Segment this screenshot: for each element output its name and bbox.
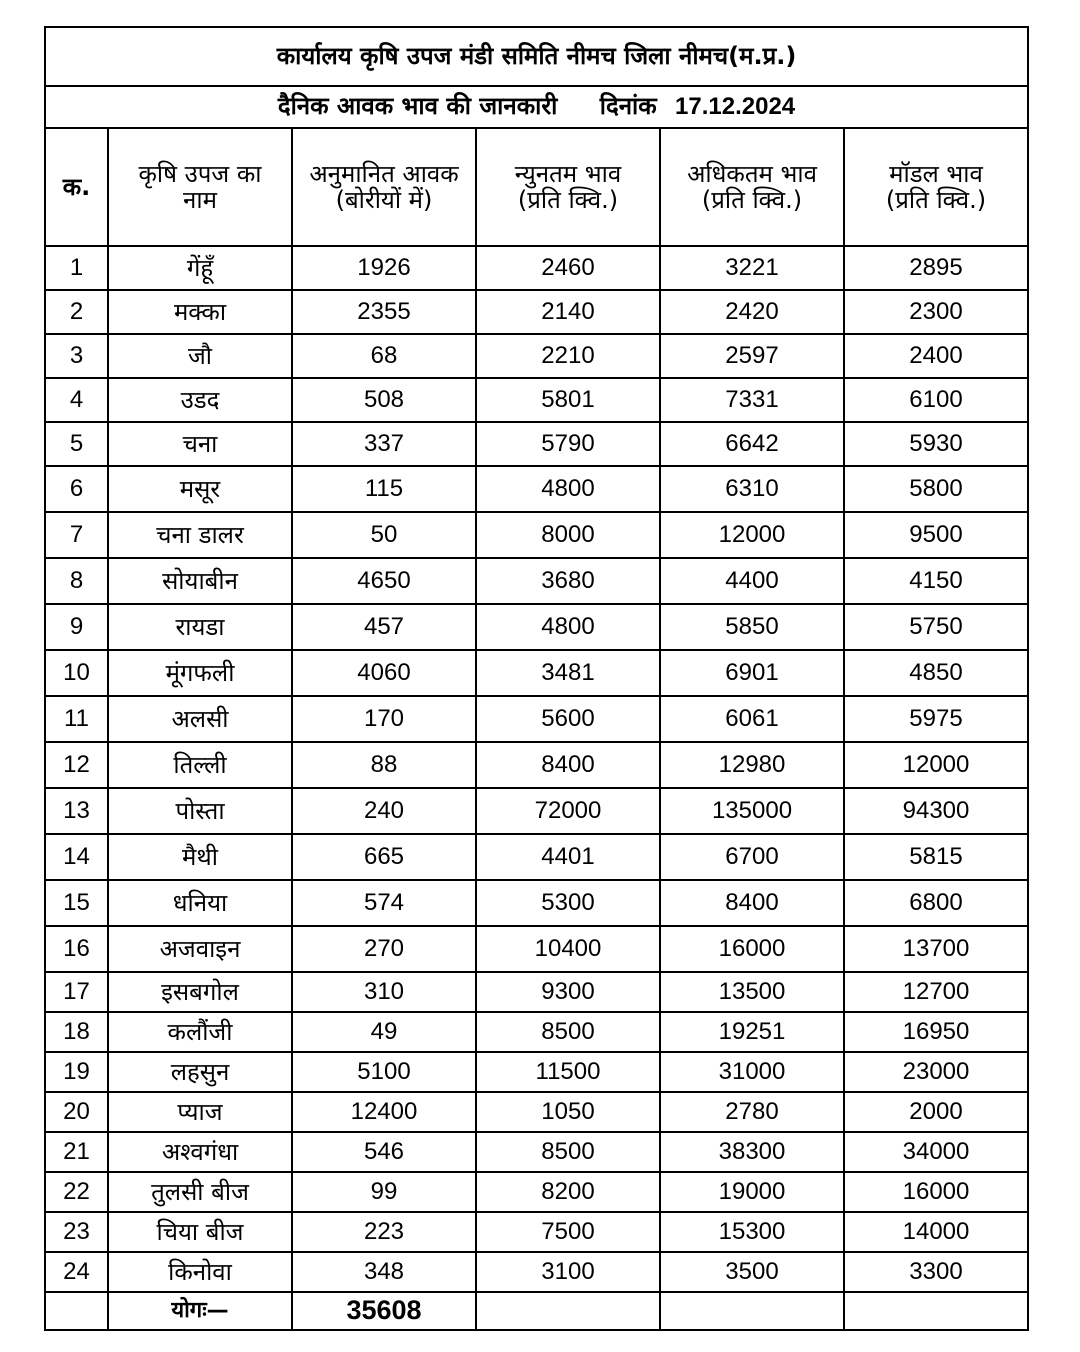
cell-max: 38300 — [660, 1132, 844, 1172]
cell-arrival: 337 — [292, 422, 476, 466]
cell-arrival: 88 — [292, 742, 476, 788]
cell-name: चना डालर — [108, 512, 292, 558]
cell-name: लहसुन — [108, 1052, 292, 1092]
cell-modal: 16000 — [844, 1172, 1028, 1212]
cell-sr: 20 — [45, 1092, 108, 1132]
cell-modal: 4850 — [844, 650, 1028, 696]
table-row — [45, 1092, 1028, 1132]
cell-name: चिया बीज — [108, 1212, 292, 1252]
cell-max: 7331 — [660, 378, 844, 422]
cell-arrival: 5100 — [292, 1052, 476, 1092]
cell-name: तिल्ली — [108, 742, 292, 788]
header-name-line2: नाम — [183, 186, 217, 214]
cell-arrival: 223 — [292, 1212, 476, 1252]
cell-modal: 94300 — [844, 788, 1028, 834]
table-row — [45, 926, 1028, 972]
cell-sr: 7 — [45, 512, 108, 558]
mandi-rates-table — [44, 26, 1029, 1331]
table-row — [45, 334, 1028, 378]
table-row — [45, 788, 1028, 834]
title-row — [45, 27, 1028, 86]
cell-sr: 22 — [45, 1172, 108, 1212]
cell-arrival: 310 — [292, 972, 476, 1012]
cell-arrival: 240 — [292, 788, 476, 834]
cell-name: मैथी — [108, 834, 292, 880]
date-label: दिनांक — [599, 92, 657, 121]
cell-name: मक्का — [108, 290, 292, 334]
cell-min: 8500 — [476, 1012, 660, 1052]
cell-name: प्याज — [108, 1092, 292, 1132]
total-label: योगः— — [108, 1292, 292, 1330]
header-max-line2: (प्रति क्वि.) — [701, 186, 803, 214]
cell-min: 9300 — [476, 972, 660, 1012]
table-row — [45, 880, 1028, 926]
cell-arrival: 4650 — [292, 558, 476, 604]
cell-max: 31000 — [660, 1052, 844, 1092]
table-row — [45, 696, 1028, 742]
cell-name: अलसी — [108, 696, 292, 742]
table-row — [45, 466, 1028, 512]
cell-modal: 3300 — [844, 1252, 1028, 1292]
cell-modal: 5750 — [844, 604, 1028, 650]
cell-min: 3100 — [476, 1252, 660, 1292]
cell-max: 6061 — [660, 696, 844, 742]
cell-modal: 6100 — [844, 378, 1028, 422]
cell-min: 5790 — [476, 422, 660, 466]
table-row — [45, 834, 1028, 880]
cell-max: 13500 — [660, 972, 844, 1012]
cell-arrival: 546 — [292, 1132, 476, 1172]
cell-max: 135000 — [660, 788, 844, 834]
cell-sr: 13 — [45, 788, 108, 834]
cell-arrival: 170 — [292, 696, 476, 742]
cell-arrival: 4060 — [292, 650, 476, 696]
cell-arrival: 2355 — [292, 290, 476, 334]
cell-name: किनोवा — [108, 1252, 292, 1292]
table-row — [45, 378, 1028, 422]
cell-arrival: 270 — [292, 926, 476, 972]
cell-arrival: 99 — [292, 1172, 476, 1212]
cell-modal: 12700 — [844, 972, 1028, 1012]
cell-sr: 10 — [45, 650, 108, 696]
cell-modal: 4150 — [844, 558, 1028, 604]
cell-sr: 14 — [45, 834, 108, 880]
cell-sr: 8 — [45, 558, 108, 604]
cell-arrival: 574 — [292, 880, 476, 926]
cell-sr: 23 — [45, 1212, 108, 1252]
table-row — [45, 604, 1028, 650]
cell-modal: 5930 — [844, 422, 1028, 466]
cell-arrival: 665 — [292, 834, 476, 880]
cell-max: 19000 — [660, 1172, 844, 1212]
cell-arrival: 508 — [292, 378, 476, 422]
cell-arrival: 50 — [292, 512, 476, 558]
cell-min: 1050 — [476, 1092, 660, 1132]
cell-sr: 2 — [45, 290, 108, 334]
cell-modal: 34000 — [844, 1132, 1028, 1172]
table-row — [45, 558, 1028, 604]
cell-name: अजवाइन — [108, 926, 292, 972]
cell-name: धनिया — [108, 880, 292, 926]
cell-modal: 13700 — [844, 926, 1028, 972]
cell-name: सोयाबीन — [108, 558, 292, 604]
cell-min: 8000 — [476, 512, 660, 558]
cell-max: 5850 — [660, 604, 844, 650]
cell-min: 4800 — [476, 466, 660, 512]
cell-sr: 5 — [45, 422, 108, 466]
cell-name: मसूर — [108, 466, 292, 512]
cell-sr: 18 — [45, 1012, 108, 1052]
subtitle-cell — [45, 86, 1028, 128]
cell-sr: 19 — [45, 1052, 108, 1092]
table-row — [45, 290, 1028, 334]
cell-modal: 9500 — [844, 512, 1028, 558]
cell-min: 10400 — [476, 926, 660, 972]
cell-sr: 6 — [45, 466, 108, 512]
cell-min: 5300 — [476, 880, 660, 926]
cell-arrival: 49 — [292, 1012, 476, 1052]
table-row — [45, 422, 1028, 466]
cell-name: रायडा — [108, 604, 292, 650]
cell-name: इसबगोल — [108, 972, 292, 1012]
header-sr: क. — [45, 128, 108, 246]
subtitle-row — [45, 86, 1028, 128]
cell-min: 8500 — [476, 1132, 660, 1172]
table-row — [45, 1052, 1028, 1092]
cell-min: 3481 — [476, 650, 660, 696]
cell-sr: 15 — [45, 880, 108, 926]
cell-arrival: 115 — [292, 466, 476, 512]
cell-name: गेंहूँ — [108, 246, 292, 290]
header-arrival-line2: (बोरीयों में) — [335, 186, 433, 214]
cell-max: 3221 — [660, 246, 844, 290]
cell-sr: 24 — [45, 1252, 108, 1292]
cell-modal: 16950 — [844, 1012, 1028, 1052]
header-arrival — [292, 128, 476, 246]
cell-sr: 4 — [45, 378, 108, 422]
total-empty-sr — [45, 1292, 108, 1330]
table-row — [45, 512, 1028, 558]
cell-min: 5600 — [476, 696, 660, 742]
cell-arrival: 68 — [292, 334, 476, 378]
header-arrival-line1: अनुमानित आवक — [309, 159, 459, 188]
cell-arrival: 348 — [292, 1252, 476, 1292]
cell-sr: 11 — [45, 696, 108, 742]
header-modal-line1: मॉडल भाव — [889, 159, 983, 188]
cell-min: 7500 — [476, 1212, 660, 1252]
cell-max: 15300 — [660, 1212, 844, 1252]
table-row — [45, 972, 1028, 1012]
cell-max: 6901 — [660, 650, 844, 696]
cell-modal: 5975 — [844, 696, 1028, 742]
header-max — [660, 128, 844, 246]
cell-modal: 14000 — [844, 1212, 1028, 1252]
header-row — [45, 128, 1028, 246]
cell-name: कलौंजी — [108, 1012, 292, 1052]
cell-max: 6310 — [660, 466, 844, 512]
cell-min: 4401 — [476, 834, 660, 880]
cell-max: 16000 — [660, 926, 844, 972]
total-empty-min — [476, 1292, 660, 1330]
cell-sr: 12 — [45, 742, 108, 788]
cell-max: 12980 — [660, 742, 844, 788]
cell-name: तुलसी बीज — [108, 1172, 292, 1212]
cell-min: 5801 — [476, 378, 660, 422]
cell-modal: 5800 — [844, 466, 1028, 512]
table-row — [45, 1252, 1028, 1292]
cell-name: पोस्ता — [108, 788, 292, 834]
header-min-line2: (प्रति क्वि.) — [517, 186, 619, 214]
cell-min: 8200 — [476, 1172, 660, 1212]
cell-max: 6700 — [660, 834, 844, 880]
cell-min: 8400 — [476, 742, 660, 788]
header-min — [476, 128, 660, 246]
cell-min: 2210 — [476, 334, 660, 378]
cell-modal: 5815 — [844, 834, 1028, 880]
subtitle-text: दैनिक आवक भाव की जानकारी — [277, 92, 558, 121]
table-row — [45, 742, 1028, 788]
cell-min: 72000 — [476, 788, 660, 834]
cell-max: 3500 — [660, 1252, 844, 1292]
cell-modal: 2400 — [844, 334, 1028, 378]
cell-arrival: 12400 — [292, 1092, 476, 1132]
cell-sr: 9 — [45, 604, 108, 650]
header-max-line1: अधिकतम भाव — [687, 159, 817, 188]
cell-name: मूंगफली — [108, 650, 292, 696]
cell-sr: 3 — [45, 334, 108, 378]
cell-modal: 2000 — [844, 1092, 1028, 1132]
header-min-line1: न्युनतम भाव — [514, 159, 622, 188]
table-row — [45, 1172, 1028, 1212]
cell-min: 11500 — [476, 1052, 660, 1092]
cell-max: 8400 — [660, 880, 844, 926]
cell-modal: 2300 — [844, 290, 1028, 334]
cell-sr: 21 — [45, 1132, 108, 1172]
cell-name: अश्वगंधा — [108, 1132, 292, 1172]
cell-arrival: 1926 — [292, 246, 476, 290]
table-row — [45, 650, 1028, 696]
cell-sr: 17 — [45, 972, 108, 1012]
cell-name: उडद — [108, 378, 292, 422]
cell-name: चना — [108, 422, 292, 466]
cell-name: जौ — [108, 334, 292, 378]
header-name — [108, 128, 292, 246]
cell-min: 2460 — [476, 246, 660, 290]
cell-max: 2597 — [660, 334, 844, 378]
cell-modal: 23000 — [844, 1052, 1028, 1092]
total-arrival: 35608 — [292, 1292, 476, 1330]
cell-max: 19251 — [660, 1012, 844, 1052]
total-row — [45, 1292, 1028, 1330]
cell-sr: 16 — [45, 926, 108, 972]
cell-max: 4400 — [660, 558, 844, 604]
table-row — [45, 246, 1028, 290]
cell-min: 2140 — [476, 290, 660, 334]
cell-sr: 1 — [45, 246, 108, 290]
header-name-line1: कृषि उपज का — [138, 159, 262, 188]
cell-arrival: 457 — [292, 604, 476, 650]
header-modal-line2: (प्रति क्वि.) — [885, 186, 987, 214]
total-empty-modal — [844, 1292, 1028, 1330]
cell-max: 12000 — [660, 512, 844, 558]
table-row — [45, 1132, 1028, 1172]
cell-max: 2780 — [660, 1092, 844, 1132]
cell-min: 4800 — [476, 604, 660, 650]
total-empty-max — [660, 1292, 844, 1330]
cell-modal: 2895 — [844, 246, 1028, 290]
cell-max: 2420 — [660, 290, 844, 334]
table-row — [45, 1012, 1028, 1052]
cell-modal: 12000 — [844, 742, 1028, 788]
header-modal — [844, 128, 1028, 246]
cell-modal: 6800 — [844, 880, 1028, 926]
cell-min: 3680 — [476, 558, 660, 604]
table-row — [45, 1212, 1028, 1252]
report-date: 17.12.2024 — [675, 93, 796, 121]
cell-max: 6642 — [660, 422, 844, 466]
subtitle-date-group — [600, 92, 795, 120]
page-title: कार्यालय कृषि उपज मंडी समिति नीमच जिला नीमच(म.प्र.) — [45, 27, 1028, 86]
